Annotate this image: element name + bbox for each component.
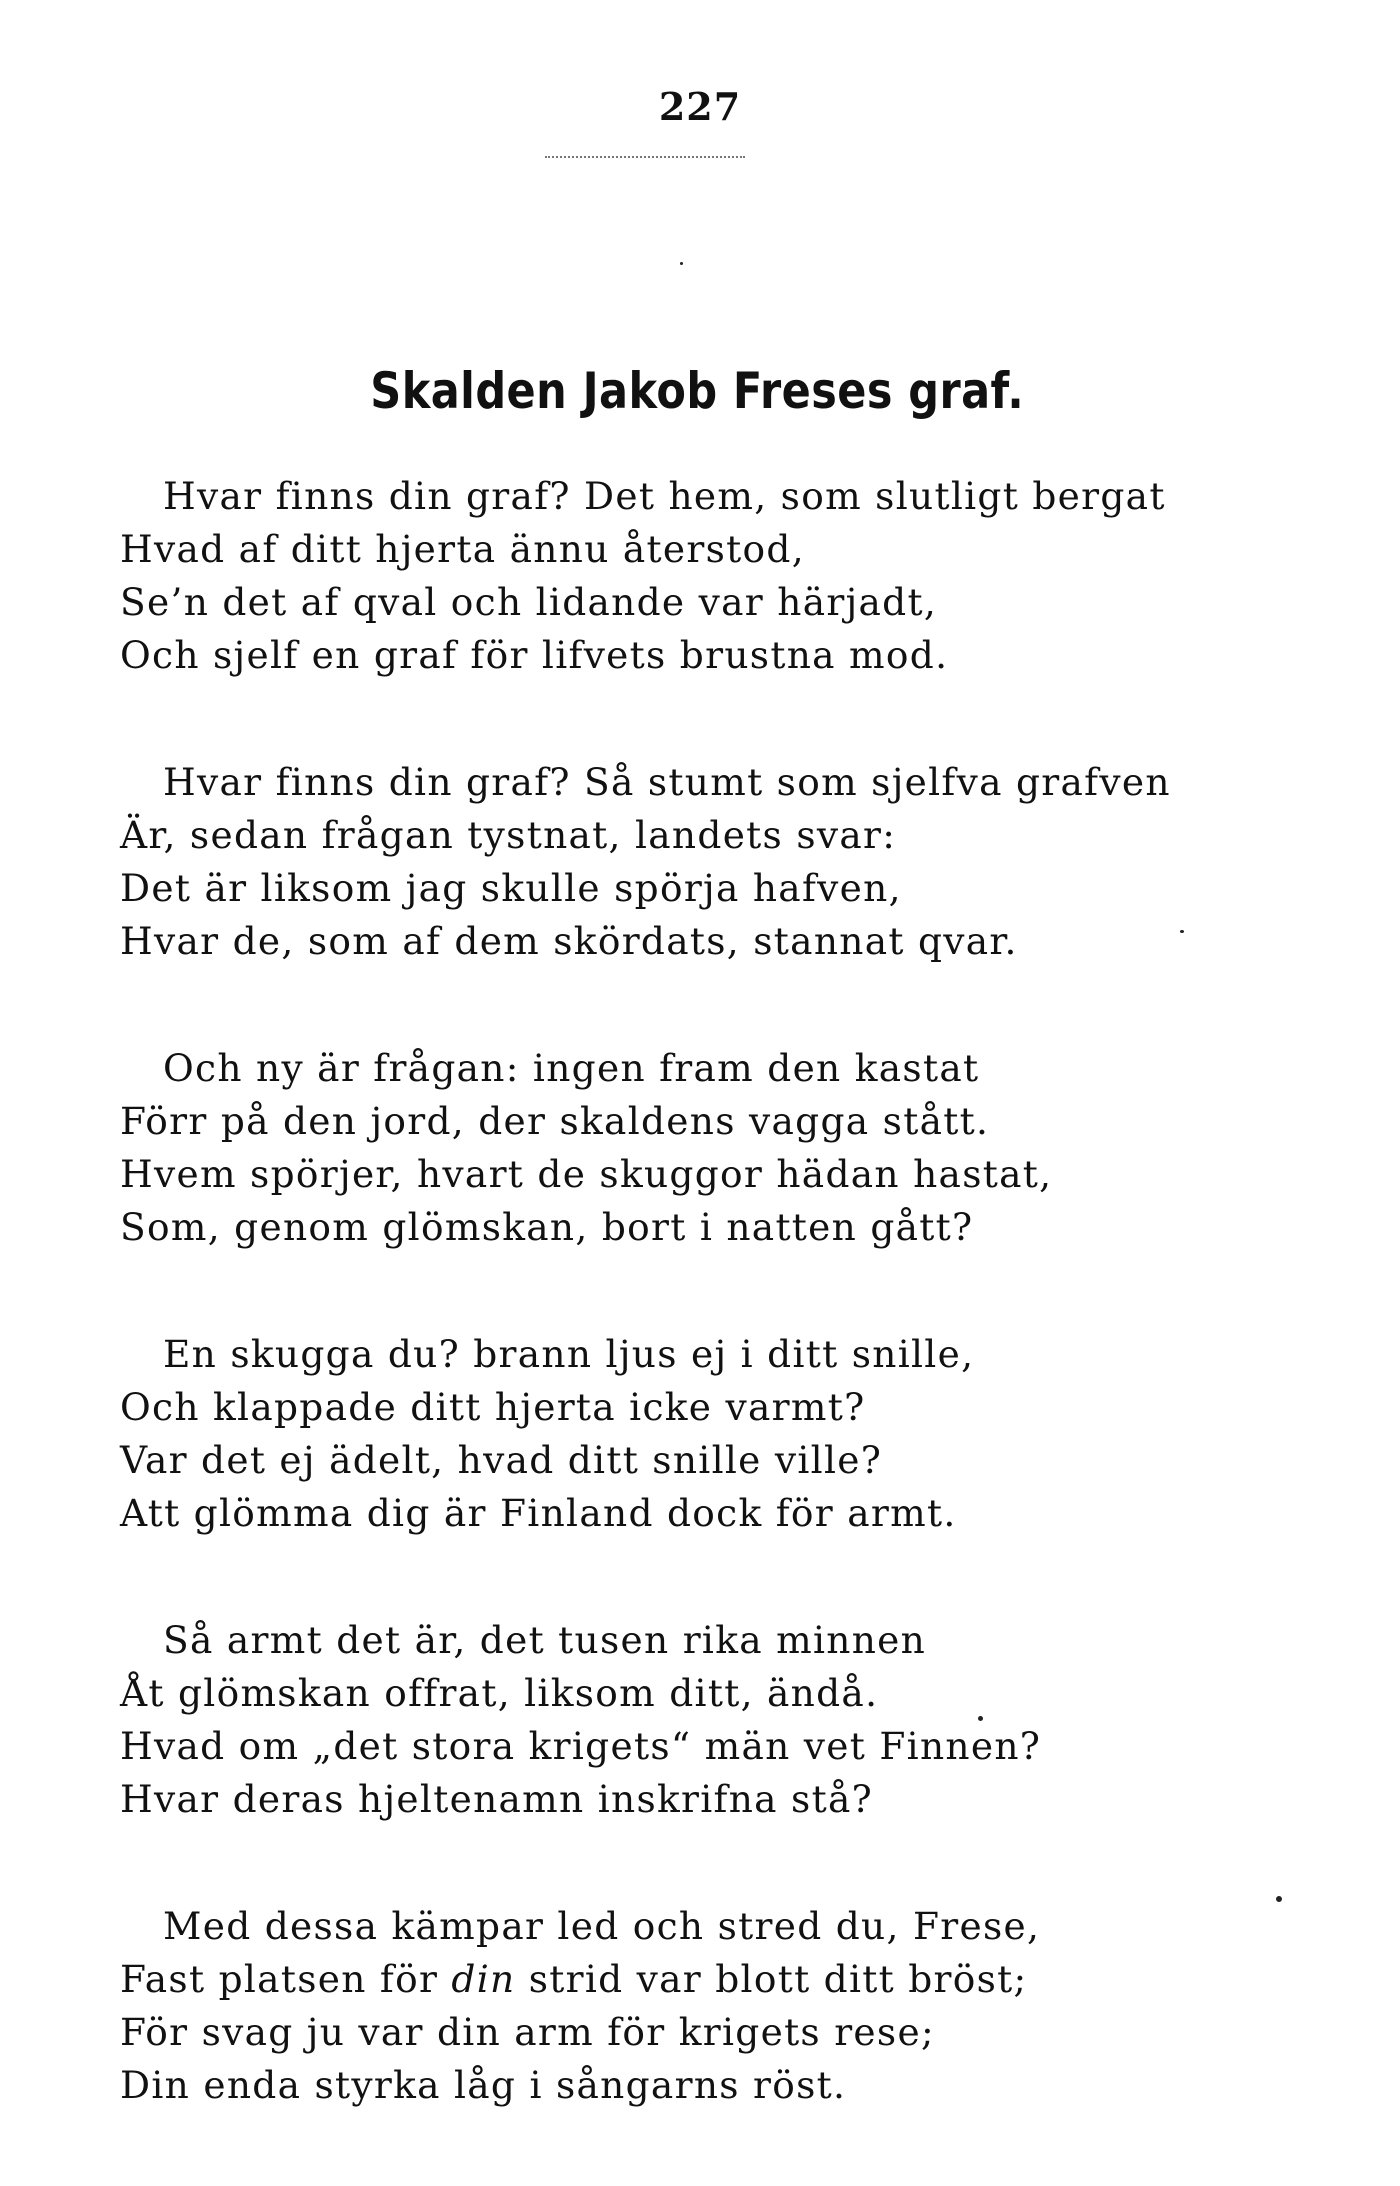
stanza-5 [120,1614,1300,1826]
poem-line: Hvar deras hjeltenamn inskrifna stå? [120,1777,874,1821]
poem-line: För svag ju var din arm för krigets rese; [120,2010,935,2054]
poem-line: Förr på den jord, der skaldens vagga stått. [120,1099,990,1143]
poem-line: Att glömma dig är Finland dock för armt. [120,1491,957,1535]
poem-line-part: Fast platsen för [120,1957,452,2001]
poem-line: Och sjelf en graf för lifvets brustna mod. [120,633,949,677]
stanza-4 [120,1328,1300,1540]
poem-line: Är, sedan frågan tystnat, landets svar: [120,813,897,857]
poem-line [120,1953,1300,2006]
stanza-3 [120,1042,1300,1254]
stanza-2 [120,756,1300,968]
poem-line: Hvar de, som af dem skördats, stannat qvar. [120,919,1018,963]
scan-speck [1276,1896,1282,1902]
poem-line: En skugga du? brann ljus ej i ditt snille, [163,1332,975,1376]
scan-speck [1180,930,1184,933]
poem-line: Och ny är frågan: ingen fram den kastat [163,1046,980,1090]
poem-line-part: strid var blott ditt bröst; [515,1957,1028,2001]
poem-line: Hvad af ditt hjerta ännu återstod, [120,527,805,571]
poem-line: Med dessa kämpar led och stred du, Frese, [163,1904,1041,1948]
poem-line: Så armt det är, det tusen rika minnen [163,1618,927,1662]
poem-line: Åt glömskan offrat, liksom ditt, ändå. [120,1671,879,1715]
emphasized-word: din [451,1957,516,2001]
stanza-1 [120,470,1300,682]
scan-speck [680,262,683,265]
poem-line: Hvad om „det stora krigets“ män vet Finnen? [120,1724,1042,1768]
poem-line: Se’n det af qval och lidande var härjadt, [120,580,938,624]
poem-line: Var det ej ädelt, hvad ditt snille ville? [120,1438,883,1482]
poem-line: Din enda styrka låg i sångarns röst. [120,2063,847,2107]
poem-line: Som, genom glömskan, bort i natten gått? [120,1205,974,1249]
poem-line: Hvar finns din graf? Så stumt som sjelfva grafven [163,760,1171,804]
poem-line: Hvem spörjer, hvart de skuggor hädan hastat, [120,1152,1053,1196]
poem-body [120,470,1300,2186]
header-divider [545,156,745,158]
poem-line: Hvar finns din graf? Det hem, som slutligt bergat [163,474,1166,518]
poem-line: Det är liksom jag skulle spörja hafven, [120,866,902,910]
poem-title: Skalden Jakob Freses graf. [370,362,1025,420]
scan-speck [978,1716,983,1721]
stanza-6 [120,1900,1300,2112]
page-number: 227 [658,84,742,129]
poem-line: Och klappade ditt hjerta icke varmt? [120,1385,866,1429]
